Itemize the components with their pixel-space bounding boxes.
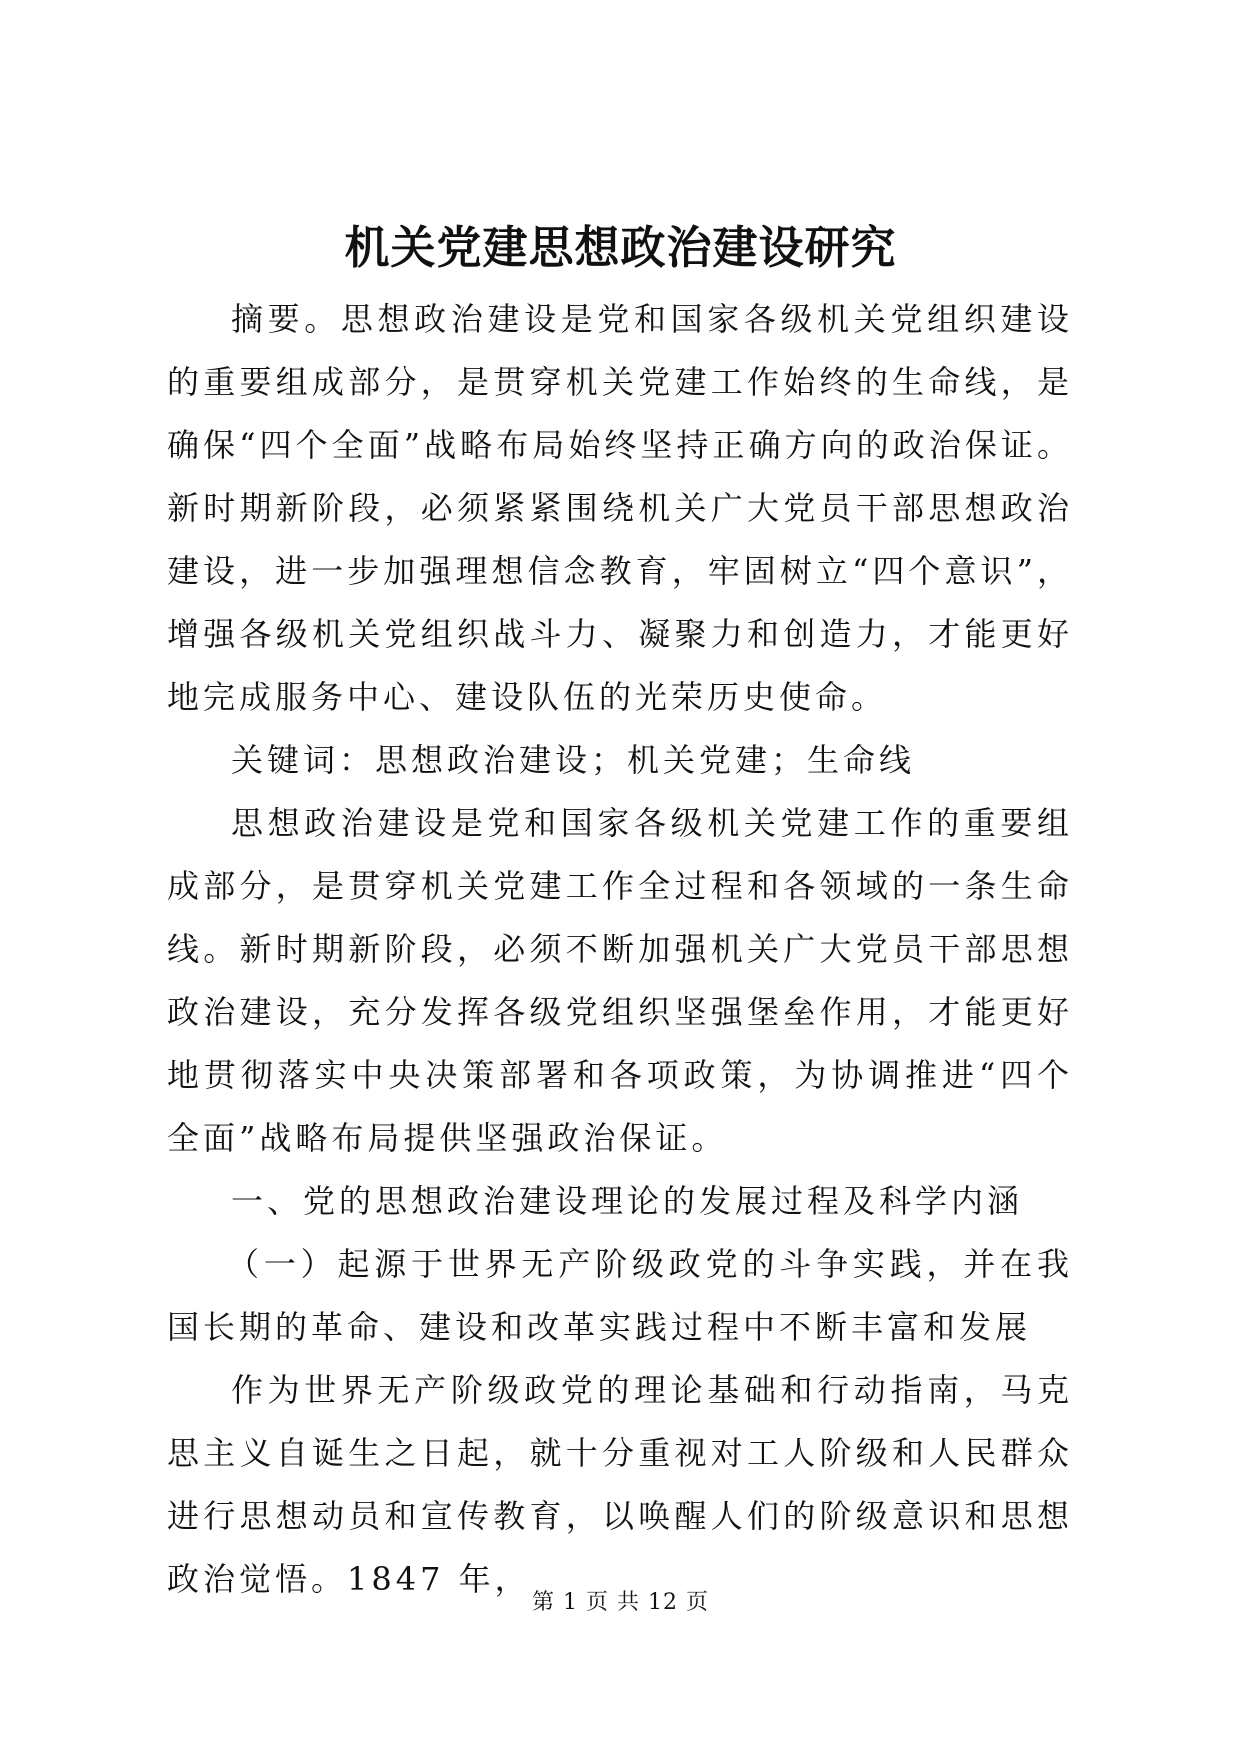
keywords-paragraph: 关键词：思想政治建设；机关党建；生命线 bbox=[231, 741, 916, 779]
intro-paragraph: 思想政治建设是党和国家各级机关党建工作的重要组成部分，是贯穿机关党建工作全过程和各领域的一条生命线。新时期新阶段，必须不断加强机关广大党员干部思想政治建设，充分发挥各级党组织坚强堡垒作用，才能更好地贯彻落实中央决策部署和各项政策，为协调推进“四个全面”战略布局提供坚强政治保证。 bbox=[167, 804, 1073, 1157]
subsection-heading: （一）起源于世界无产阶级政党的斗争实践，并在我国长期的革命、建设和改革实践过程中不断丰富和发展 bbox=[167, 1245, 1073, 1346]
section-heading: 一、党的思想政治建设理论的发展过程及科学内涵 bbox=[231, 1182, 1024, 1220]
page-number-footer: 第 1 页 共 12 页 bbox=[532, 1590, 709, 1615]
document-body bbox=[167, 288, 1073, 1611]
abstract-paragraph: 摘要。思想政治建设是党和国家各级机关党组织建设的重要组成部分，是贯穿机关党建工作始终的生命线，是确保“四个全面”战略布局始终坚持正确方向的政治保证。新时期新阶段，必须紧紧围绕机关广大党员干部思想政治建设，进一步加强理想信念教育，牢固树立“四个意识”，增强各级机关党组织战斗力、凝聚力和创造力，才能更好地完成服务中心、建设队伍的光荣历史使命。 bbox=[167, 300, 1073, 716]
body-paragraph: 作为世界无产阶级政党的理论基础和行动指南，马克思主义自诞生之日起，就十分重视对工人阶级和人民群众进行思想动员和宣传教育，以唤醒人们的阶级意识和思想政治觉悟。1847 年， bbox=[167, 1371, 1073, 1598]
document-title: 机关党建思想政治建设研究 bbox=[344, 221, 897, 274]
